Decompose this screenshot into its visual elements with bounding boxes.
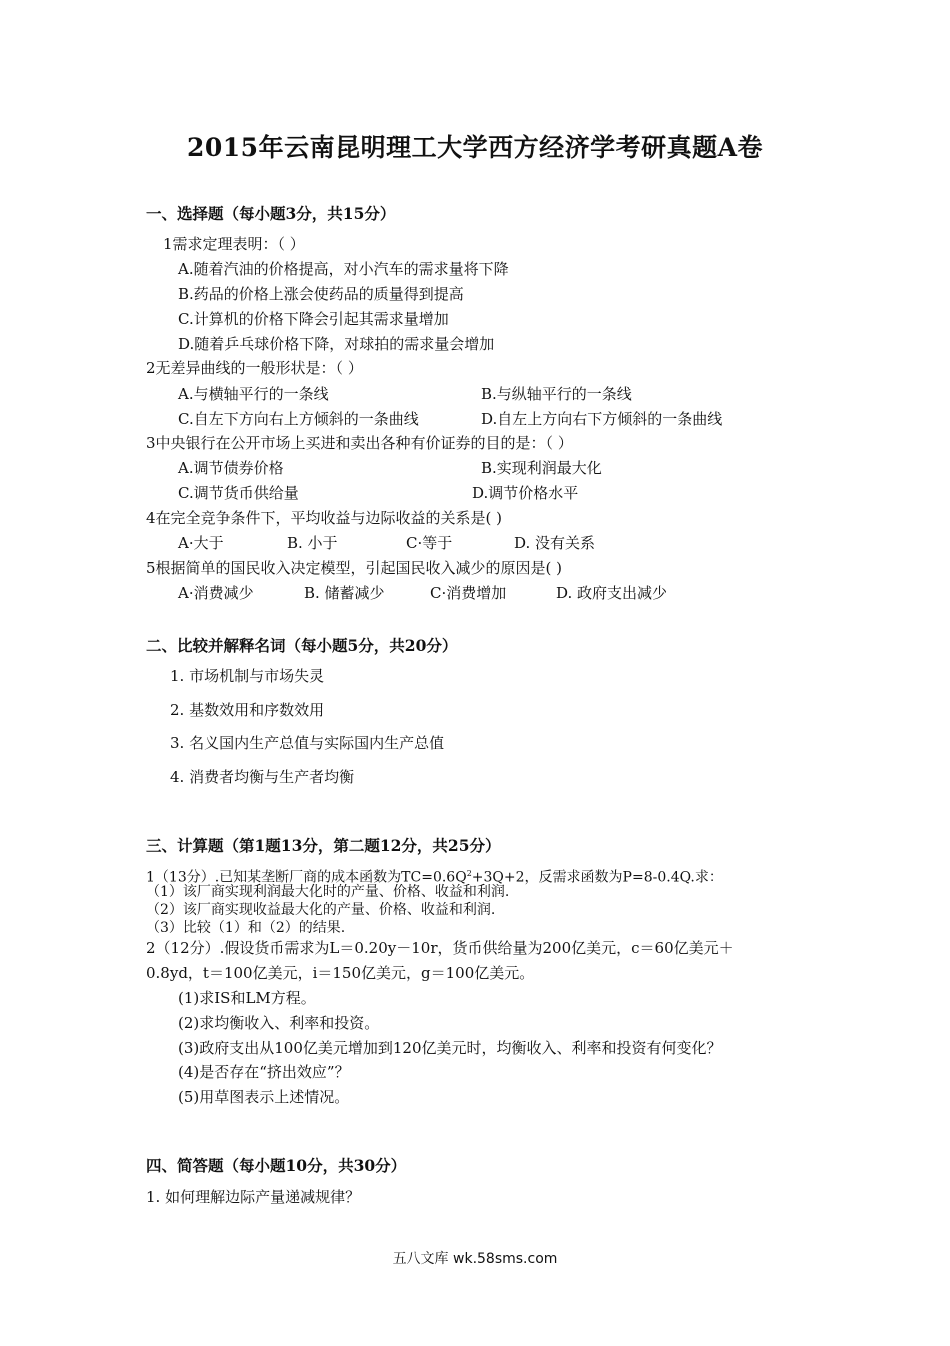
q5-option-b: B. 储蓄减少 bbox=[304, 584, 385, 602]
s3-q1-sub-1: （1）该厂商实现利润最大化时的产量、价格、收益和利润. bbox=[146, 884, 510, 900]
q5-option-c: C·消费增加 bbox=[430, 584, 507, 602]
s3-q1-text-b: +3Q+2，反需求函数为P=8-0.4Q.求： bbox=[471, 869, 723, 886]
section-4-heading: 四、简答题（每小题10分，共30分） bbox=[146, 1156, 407, 1175]
s3-q2-sub-3: (3)政府支出从100亿美元增加到120亿美元时，均衡收入、利率和投资有何变化？ bbox=[178, 1039, 722, 1057]
q3-option-a: A.调节债券价格 bbox=[178, 459, 284, 477]
q5-stem: 5根据简单的国民收入决定模型，引起国民收入减少的原因是( ) bbox=[146, 559, 563, 577]
q1-option-c: C.计算机的价格下降会引起其需求量增加 bbox=[178, 310, 449, 328]
s3-q2-sub-4: (4)是否存在“挤出效应”？ bbox=[178, 1063, 350, 1081]
q3-stem: 3中央银行在公开市场上买进和卖出各种有价证券的目的是：（ ） bbox=[146, 434, 573, 452]
q2-stem: 2无差异曲线的一般形状是：（ ） bbox=[146, 359, 363, 377]
q4-option-b: B. 小于 bbox=[287, 534, 338, 552]
s3-q1-superscript: 2 bbox=[466, 869, 472, 878]
section-2-heading: 二、比较并解释名词（每小题5分，共20分） bbox=[146, 636, 458, 655]
q4-stem: 4在完全竞争条件下，平均收益与边际收益的关系是( ) bbox=[146, 509, 503, 527]
page-title: 2015年云南昆明理工大学西方经济学考研真题A卷 bbox=[187, 133, 763, 162]
s2-item-3: 3. 名义国内生产总值与实际国内生产总值 bbox=[170, 734, 445, 752]
q2-option-d: D.自左上方向右下方倾斜的一条曲线 bbox=[481, 410, 723, 428]
q3-option-b: B.实现利润最大化 bbox=[481, 459, 602, 477]
q3-option-d: D.调节价格水平 bbox=[472, 484, 579, 502]
s3-q1-sub-2: （2）该厂商实现收益最大化的产量、价格、收益和利润. bbox=[146, 902, 496, 918]
q2-option-a: A.与横轴平行的一条线 bbox=[178, 385, 329, 403]
s3-q2-line-2: 0.8yd，t＝100亿美元，i＝150亿美元，g＝100亿美元。 bbox=[146, 964, 535, 982]
s3-q2-line-1: 2（12分）.假设货币需求为L＝0.20y－10r，货币供给量为200亿美元，c＝60亿美元＋ bbox=[146, 939, 734, 957]
q1-option-d: D.随着乒乓球价格下降，对球拍的需求量会增加 bbox=[178, 335, 495, 353]
q3-option-c: C.调节货币供给量 bbox=[178, 484, 299, 502]
q1-stem: 1需求定理表明：（ ） bbox=[163, 235, 305, 253]
q4-option-d: D. 没有关系 bbox=[514, 534, 596, 552]
section-3-heading: 三、计算题（第1题13分，第二题12分，共25分） bbox=[146, 836, 501, 855]
s3-q1-sub-3: （3）比较（1）和（2）的结果. bbox=[146, 920, 346, 936]
q2-option-c: C.自左下方向右上方倾斜的一条曲线 bbox=[178, 410, 419, 428]
page-footer: 五八文库 wk.58sms.com bbox=[392, 1251, 558, 1267]
s2-item-4: 4. 消费者均衡与生产者均衡 bbox=[170, 768, 355, 786]
s2-item-1: 1. 市场机制与市场失灵 bbox=[170, 667, 325, 685]
s4-item-1: 1. 如何理解边际产量递减规律？ bbox=[146, 1188, 361, 1206]
section-1-heading: 一、选择题（每小题3分，共15分） bbox=[146, 204, 396, 223]
s3-q2-sub-2: (2)求均衡收入、利率和投资。 bbox=[178, 1014, 380, 1032]
q1-option-b: B.药品的价格上涨会使药品的质量得到提高 bbox=[178, 285, 464, 303]
s2-item-2: 2. 基数效用和序数效用 bbox=[170, 701, 325, 719]
s3-q1-text-a: 1（13分）.已知某垄断厂商的成本函数为TC=0.6Q bbox=[146, 869, 467, 886]
s3-q2-sub-1: (1)求IS和LM方程。 bbox=[178, 989, 316, 1007]
s3-q2-sub-5: (5)用草图表示上述情况。 bbox=[178, 1088, 350, 1106]
q1-option-a: A.随着汽油的价格提高，对小汽车的需求量将下降 bbox=[178, 260, 509, 278]
q4-option-a: A·大于 bbox=[178, 534, 224, 552]
q5-option-a: A·消费减少 bbox=[178, 584, 254, 602]
q2-option-b: B.与纵轴平行的一条线 bbox=[481, 385, 632, 403]
q4-option-c: C·等于 bbox=[406, 534, 453, 552]
q5-option-d: D. 政府支出减少 bbox=[556, 584, 668, 602]
